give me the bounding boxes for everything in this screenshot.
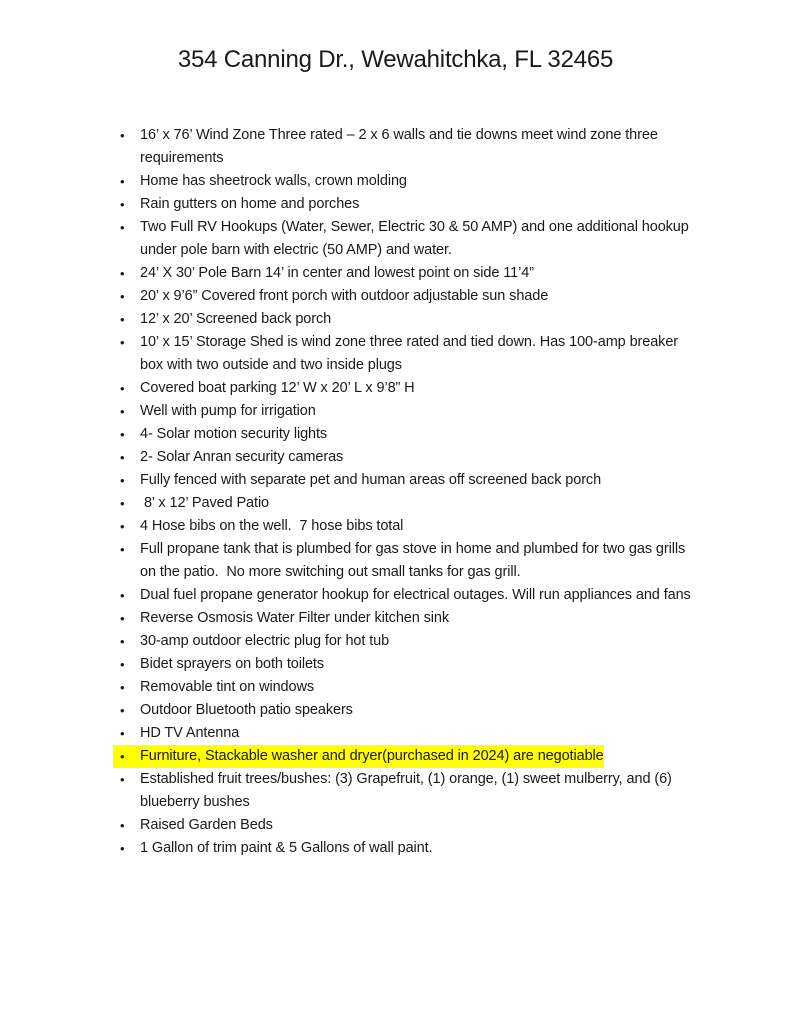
list-item: [113, 400, 705, 423]
bullet-icon: •: [120, 266, 125, 281]
list-item: [113, 653, 705, 676]
list-item: [113, 193, 705, 216]
bullet-icon: •: [120, 841, 125, 856]
bullet-icon: •: [120, 197, 125, 212]
bullet-icon: •: [120, 588, 125, 603]
document-title: 354 Canning Dr., Wewahitchka, FL 32465: [177, 46, 614, 73]
bullet-icon: •: [120, 772, 125, 787]
bullet-icon: •: [120, 703, 125, 718]
bullet-icon: •: [120, 519, 125, 534]
list-item: [113, 216, 705, 262]
list-item: [113, 124, 705, 170]
bullet-icon: •: [120, 427, 125, 442]
list-item: [113, 308, 705, 331]
list-item-text: Well with pump for irrigation: [140, 403, 316, 419]
list-item: [113, 676, 705, 699]
bullet-icon: •: [120, 174, 125, 189]
bullet-icon: •: [120, 128, 125, 143]
list-item: [113, 285, 705, 308]
list-item-text: Dual fuel propane generator hookup for electrical outages. Will run appliances and fans: [140, 587, 691, 603]
list-item: [113, 768, 705, 814]
list-item-text: Raised Garden Beds: [140, 817, 273, 833]
list-item-text: Bidet sprayers on both toilets: [140, 656, 324, 672]
list-item-text: 1 Gallon of trim paint & 5 Gallons of wall paint.: [140, 840, 433, 856]
list-item-text: 8’ x 12’ Paved Patio: [140, 495, 270, 511]
list-item-text: 24’ X 30’ Pole Barn 14’ in center and lowest point on side 11’4”: [140, 265, 534, 281]
feature-list: [113, 124, 705, 860]
bullet-icon: •: [120, 496, 125, 511]
list-item-text: 30-amp outdoor electric plug for hot tub: [140, 633, 390, 649]
list-item-text: 20’ x 9’6” Covered front porch with outdoor adjustable sun shade: [140, 288, 549, 304]
list-item-text: Full propane tank that is plumbed for gas stove in home and plumbed for two gas grills on the patio. No more switching out small tanks for gas grill.: [140, 541, 690, 580]
list-item-text: Reverse Osmosis Water Filter under kitchen sink: [140, 610, 450, 626]
bullet-icon: •: [120, 404, 125, 419]
list-item-highlighted: [113, 745, 705, 768]
list-item: [113, 699, 705, 722]
bullet-icon: •: [120, 657, 125, 672]
list-item: [113, 262, 705, 285]
list-item-text: Rain gutters on home and porches: [140, 196, 360, 212]
bullet-icon: •: [120, 220, 125, 235]
bullet-icon: •: [120, 726, 125, 741]
list-item: [113, 607, 705, 630]
list-item-text: Removable tint on windows: [140, 679, 315, 695]
list-item-text: 4 Hose bibs on the well. 7 hose bibs total: [140, 518, 404, 534]
list-item-text: HD TV Antenna: [140, 725, 240, 741]
list-item-text: Home has sheetrock walls, crown molding: [140, 173, 407, 189]
bullet-icon: •: [120, 542, 125, 557]
bullet-icon: •: [120, 381, 125, 396]
list-item: [113, 630, 705, 653]
list-item-text: 10’ x 15’ Storage Shed is wind zone three rated and tied down. Has 100-amp breaker box with two outside and two inside plugs: [140, 334, 682, 373]
bullet-icon: •: [120, 680, 125, 695]
list-item-text: 2- Solar Anran security cameras: [140, 449, 344, 465]
list-item: [113, 331, 705, 377]
list-item-text: Furniture, Stackable washer and dryer(purchased in 2024) are negotiable: [140, 745, 604, 768]
list-item: [113, 377, 705, 400]
list-item-text: 4- Solar motion security lights: [140, 426, 328, 442]
list-item: [113, 492, 705, 515]
list-item: [113, 538, 705, 584]
bullet-icon: •: [120, 473, 125, 488]
bullet-icon: •: [120, 312, 125, 327]
bullet-icon: •: [120, 634, 125, 649]
list-item: [113, 814, 705, 837]
list-item-text: Established fruit trees/bushes: (3) Grapefruit, (1) orange, (1) sweet mulberry, and (6) blueberry bushes: [140, 771, 676, 810]
list-item-text: 16’ x 76’ Wind Zone Three rated – 2 x 6 walls and tie downs meet wind zone three requirements: [140, 127, 662, 166]
bullet-icon: •: [120, 335, 125, 350]
list-item: [113, 423, 705, 446]
bullet-icon: •: [120, 289, 125, 304]
list-item: [113, 837, 705, 860]
list-item: [113, 515, 705, 538]
list-item-text: Covered boat parking 12’ W x 20’ L x 9’8” H: [140, 380, 415, 396]
list-item-text: Fully fenced with separate pet and human areas off screened back porch: [140, 472, 602, 488]
bullet-icon: •: [120, 611, 125, 626]
bullet-icon: •: [120, 818, 125, 833]
list-item-text: Two Full RV Hookups (Water, Sewer, Electric 30 & 50 AMP) and one additional hookup under pole barn with electric (50 AMP) and water.: [140, 219, 693, 258]
list-item-text: Outdoor Bluetooth patio speakers: [140, 702, 353, 718]
list-item-text: 12’ x 20’ Screened back porch: [140, 311, 332, 327]
bullet-icon: •: [113, 745, 140, 768]
list-item: [113, 170, 705, 193]
bullet-icon: •: [120, 450, 125, 465]
list-item: [113, 722, 705, 745]
list-item: [113, 584, 705, 607]
list-item: [113, 469, 705, 492]
list-item: [113, 446, 705, 469]
